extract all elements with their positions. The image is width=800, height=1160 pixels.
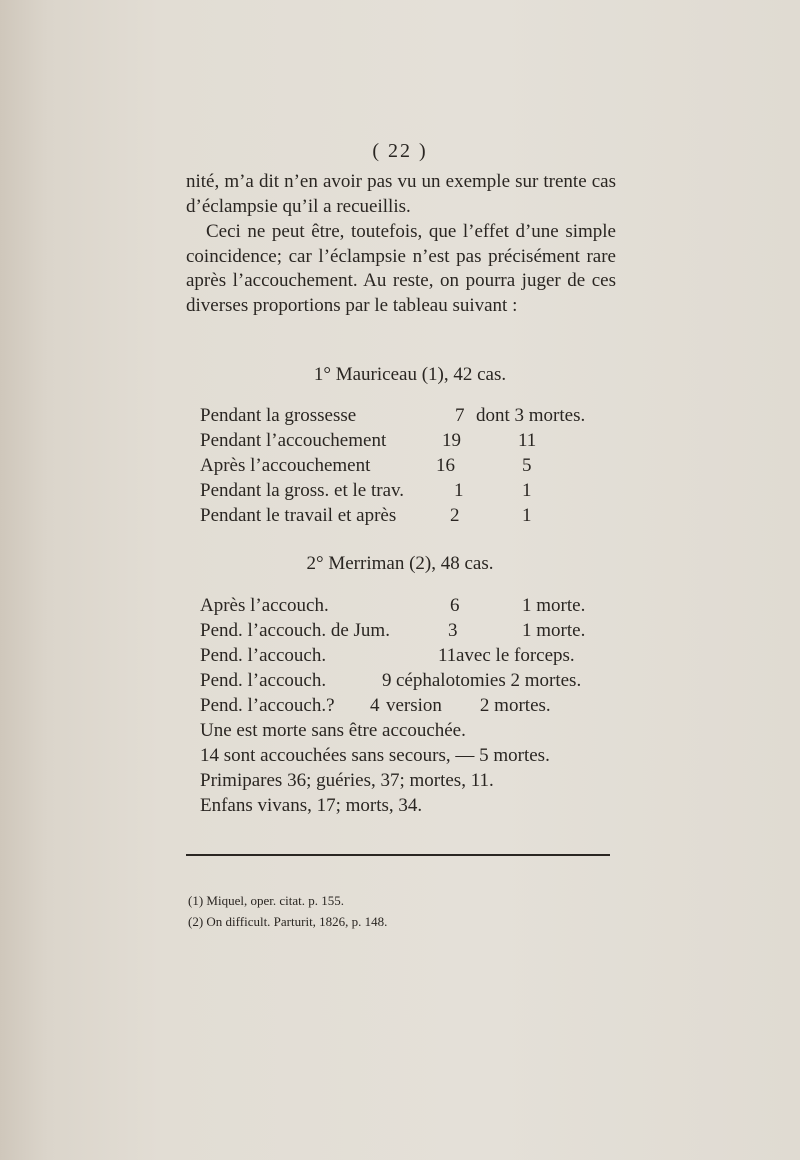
table-row bbox=[200, 695, 620, 720]
table-row bbox=[200, 430, 620, 455]
text-line: Primipares 36; guéries, 37; mortes, 11. bbox=[200, 770, 494, 791]
row-count: 3 bbox=[448, 620, 458, 641]
table-row bbox=[200, 645, 620, 670]
row-count: 2 bbox=[450, 505, 460, 526]
row-count: 16 bbox=[436, 455, 455, 476]
row-deaths: 5 bbox=[522, 455, 532, 476]
row-deaths: 1 morte. bbox=[522, 620, 586, 641]
row-count: 4 bbox=[370, 695, 380, 716]
row-label: Après l’accouchement bbox=[200, 455, 371, 476]
row-count: 1 bbox=[454, 480, 464, 501]
paragraph-2: Ceci ne peut être, toutefois, que l’effet d’une simple coincidence; car l’éclampsie n’est pas précisément rare après l’accouchement. Au reste, on pourra juger de ces diverses proportions par le tableau suivant : bbox=[186, 221, 616, 316]
row-label: Après l’accouch. bbox=[200, 595, 329, 616]
row-count: 19 bbox=[442, 430, 461, 451]
row-count: 7 bbox=[455, 405, 465, 426]
footnote-1: (1) Miquel, oper. citat. p. 155. bbox=[188, 893, 344, 908]
text-line: Enfans vivans, 17; morts, 34. bbox=[200, 795, 423, 816]
row-deaths: 1 morte. bbox=[522, 595, 586, 616]
row-label: Pendant la grossesse bbox=[200, 405, 357, 426]
paragraph-1: nité, m’a dit n’en avoir pas vu un exemple sur trente cas d’éclampsie qu’il a recueillis. bbox=[186, 171, 616, 217]
row-deaths: 11 bbox=[518, 430, 537, 451]
row-count: 6 bbox=[450, 595, 460, 616]
row-label: Pend. l’accouch.? bbox=[200, 695, 335, 716]
row-label: Pend. l’accouch. bbox=[200, 645, 327, 666]
text-line: Une est morte sans être accouchée. bbox=[200, 720, 466, 741]
row-label: Pend. l’accouch. bbox=[200, 670, 327, 691]
section-heading-mauriceau: 1° Mauriceau (1), 42 cas. bbox=[313, 364, 507, 385]
table-row bbox=[200, 620, 620, 645]
table-row bbox=[200, 455, 620, 480]
section-heading-merriman: 2° Merriman (2), 48 cas. bbox=[306, 553, 494, 574]
table-row bbox=[200, 670, 620, 695]
page-number: ( 22 ) bbox=[372, 140, 428, 162]
table-row bbox=[200, 505, 620, 530]
row-note: avec le forceps. bbox=[456, 645, 575, 666]
row-count: 9 bbox=[382, 670, 392, 691]
row-count: 11 bbox=[438, 645, 457, 666]
row-label: Pendant le travail et après bbox=[200, 505, 397, 526]
footnote-2: (2) On difficult. Parturit, 1826, p. 148. bbox=[188, 914, 388, 929]
row-deaths: 1 bbox=[522, 505, 532, 526]
row-note: version 2 mortes. bbox=[386, 695, 551, 716]
table-row bbox=[200, 405, 620, 430]
table-row bbox=[200, 595, 620, 620]
row-label: Pendant l’accouchement bbox=[200, 430, 387, 451]
text-line: 14 sont accouchées sans secours, — 5 mortes. bbox=[200, 745, 550, 766]
footnote-rule bbox=[186, 854, 610, 856]
row-label: Pendant la gross. et le trav. bbox=[200, 480, 405, 501]
table-row bbox=[200, 480, 620, 505]
row-deaths: dont 3 mortes. bbox=[476, 405, 586, 426]
row-label: Pend. l’accouch. de Jum. bbox=[200, 620, 390, 641]
row-deaths: 1 bbox=[522, 480, 532, 501]
row-note: céphalotomies 2 mortes. bbox=[396, 670, 582, 691]
